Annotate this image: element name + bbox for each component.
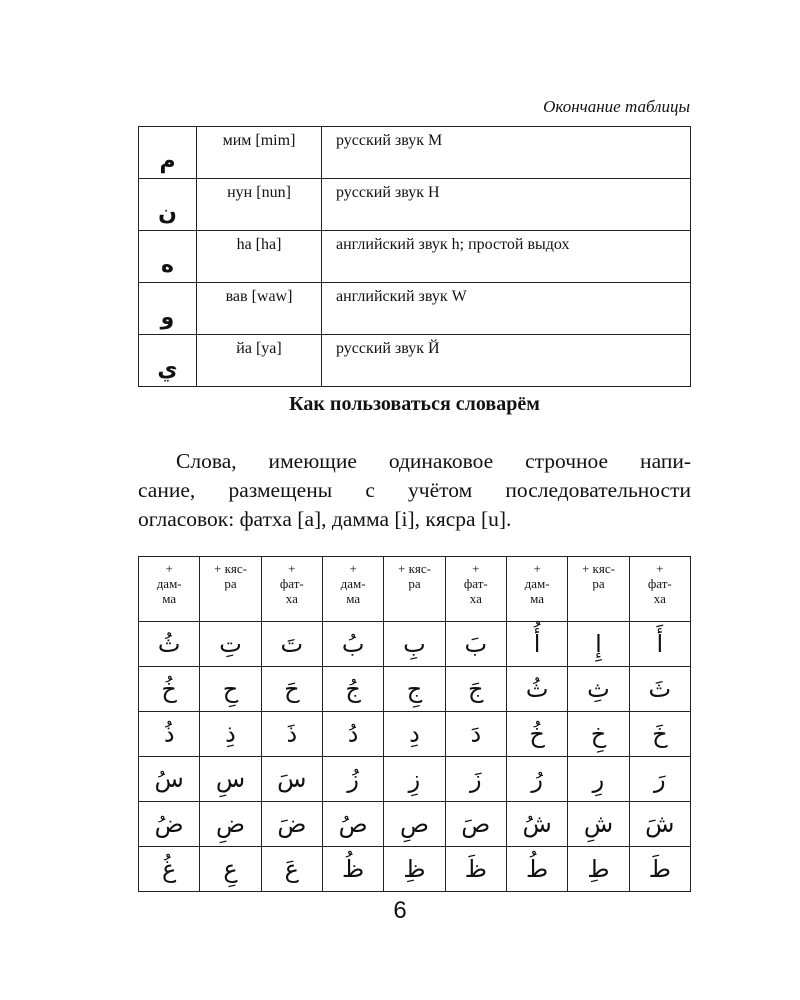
vowel-cell: بُ [322, 622, 383, 667]
vowel-header-text: фат- [647, 576, 672, 591]
vowel-header-text: + [656, 561, 664, 576]
vowel-cell: رَ [629, 757, 690, 802]
vowel-cell: سَ [261, 757, 322, 802]
vowel-cell: أُ [506, 622, 567, 667]
vowel-cell: ذِ [200, 712, 261, 757]
vowel-cell: جِ [384, 667, 445, 712]
page-number: 6 [393, 897, 407, 924]
letter-description: английский звук W [322, 283, 691, 335]
vowel-cell: ثُ [506, 667, 567, 712]
vowel-row [139, 847, 691, 892]
table-continuation-caption: Окончание таблицы [543, 97, 690, 116]
vowel-header-text: ма [162, 591, 177, 606]
letter-description: русский звук М [322, 127, 691, 179]
vowel-header-text: фат- [279, 576, 304, 591]
letter-name: вав [waw] [197, 283, 322, 335]
vowel-cell: ضُ [139, 802, 200, 847]
vowel-cell: جُ [322, 667, 383, 712]
paragraph-line-3: огласовок: фатха [a], дамма [i], кясра [u]. [138, 507, 512, 531]
vowel-header-text: ра [224, 576, 237, 591]
paragraph-line-1: Слова, имеющие одинаковое строчное напи- [176, 449, 691, 473]
vowel-cell: غُ [139, 847, 200, 892]
alphabet-table [138, 126, 691, 387]
vowel-cell: ذَ [261, 712, 322, 757]
vowel-cell: أَ [629, 622, 690, 667]
vowel-row [139, 802, 691, 847]
vowel-cell: دِ [384, 712, 445, 757]
letter-name: йа [ya] [197, 335, 322, 387]
vowel-cell: بَ [445, 622, 506, 667]
vowel-cell: عَ [261, 847, 322, 892]
vowel-header-text: ра [592, 576, 605, 591]
vowel-header-text: ха [469, 591, 482, 606]
vowel-cell: ظَ [445, 847, 506, 892]
vowel-header-text: ма [530, 591, 545, 606]
letter-row [139, 127, 691, 179]
vowel-cell: ثُ [139, 622, 200, 667]
vowel-header-text: ха [285, 591, 298, 606]
vowel-cell: طَ [629, 847, 690, 892]
vowel-cell: سِ [200, 757, 261, 802]
vowel-header-text: + кяс- [397, 561, 431, 576]
letter-row [139, 231, 691, 283]
letter-name: нун [nun] [197, 179, 322, 231]
letter-name: ha [ha] [197, 231, 322, 283]
letter-description: русский звук Й [322, 335, 691, 387]
vowel-row [139, 712, 691, 757]
vowel-cell: ثَ [629, 667, 690, 712]
vowel-cell: شُ [506, 802, 567, 847]
arabic-letter: ه [139, 231, 197, 283]
vowel-cell: دَ [445, 712, 506, 757]
letter-row [139, 179, 691, 231]
vowel-cell: طِ [568, 847, 629, 892]
vowel-cell: زُ [322, 757, 383, 802]
vowel-cell: خِ [568, 712, 629, 757]
vowel-cell: زِ [384, 757, 445, 802]
vowel-header-text: дам- [524, 576, 550, 591]
vowel-cell: صِ [384, 802, 445, 847]
intro-paragraph [138, 447, 691, 534]
vowel-header-cell [384, 557, 445, 622]
vowel-header-cell [200, 557, 261, 622]
vowel-cell: ضَ [261, 802, 322, 847]
vowel-header-text: + [533, 561, 541, 576]
vowel-header-cell [261, 557, 322, 622]
vowel-header-row [139, 557, 691, 622]
vowel-header-text: + [288, 561, 296, 576]
arabic-letter: ن [139, 179, 197, 231]
vowel-header-cell [445, 557, 506, 622]
vowel-cell: ظِ [384, 847, 445, 892]
paragraph-line-2: сание, размещены с учётом последовательности [138, 478, 691, 502]
vowel-header-text: ра [408, 576, 421, 591]
vowel-cell: تَ [261, 622, 322, 667]
vowel-header-text: + кяс- [581, 561, 615, 576]
vowel-cell: سُ [139, 757, 200, 802]
vowel-cell: زَ [445, 757, 506, 802]
vowel-cell: جَ [445, 667, 506, 712]
vowel-cell: حَ [261, 667, 322, 712]
vowel-cell: بِ [384, 622, 445, 667]
vowel-header-text: ха [653, 591, 666, 606]
letter-name: мим [mim] [197, 127, 322, 179]
vowel-header-text: + [349, 561, 357, 576]
vowel-cell: شَ [629, 802, 690, 847]
vowel-cell: حِ [200, 667, 261, 712]
vowel-header-cell [322, 557, 383, 622]
vowel-cell: خُ [139, 667, 200, 712]
vowel-cell: ثِ [568, 667, 629, 712]
letter-row [139, 283, 691, 335]
letter-description: русский звук Н [322, 179, 691, 231]
vowel-cell: تِ [200, 622, 261, 667]
letter-row [139, 335, 691, 387]
vowel-cell: رُ [506, 757, 567, 802]
vowel-header-cell [568, 557, 629, 622]
vowel-cell: عِ [200, 847, 261, 892]
arabic-letter: م [139, 127, 197, 179]
vowel-cell: إِ [568, 622, 629, 667]
vowel-header-text: фат- [463, 576, 488, 591]
vowel-cell: طُ [506, 847, 567, 892]
vowel-cell: صَ [445, 802, 506, 847]
vowel-header-cell [139, 557, 200, 622]
arabic-letter: ي [139, 335, 197, 387]
vowel-header-cell [629, 557, 690, 622]
arabic-letter: و [139, 283, 197, 335]
section-heading: Как пользоваться словарём [289, 393, 540, 415]
vowel-header-text: + [472, 561, 480, 576]
vowel-cell: صُ [322, 802, 383, 847]
vowel-header-text: + [165, 561, 173, 576]
vowel-header-text: + кяс- [214, 561, 247, 576]
vowel-cell: شِ [568, 802, 629, 847]
vowel-cell: ذُ [139, 712, 200, 757]
vowel-row [139, 757, 691, 802]
vowel-header-text: ма [346, 591, 361, 606]
vowel-row [139, 622, 691, 667]
vowel-cell: ضِ [200, 802, 261, 847]
vowel-header-text: дам- [156, 576, 182, 591]
vowel-cell: رِ [568, 757, 629, 802]
vowel-cell: دُ [322, 712, 383, 757]
vowel-row [139, 667, 691, 712]
vowel-order-table [138, 556, 691, 892]
vowel-cell: ظُ [322, 847, 383, 892]
vowel-header-text: дам- [340, 576, 366, 591]
vowel-cell: خُ [506, 712, 567, 757]
letter-description: английский звук h; простой выдох [322, 231, 691, 283]
vowel-cell: خَ [629, 712, 690, 757]
vowel-header-cell [506, 557, 567, 622]
